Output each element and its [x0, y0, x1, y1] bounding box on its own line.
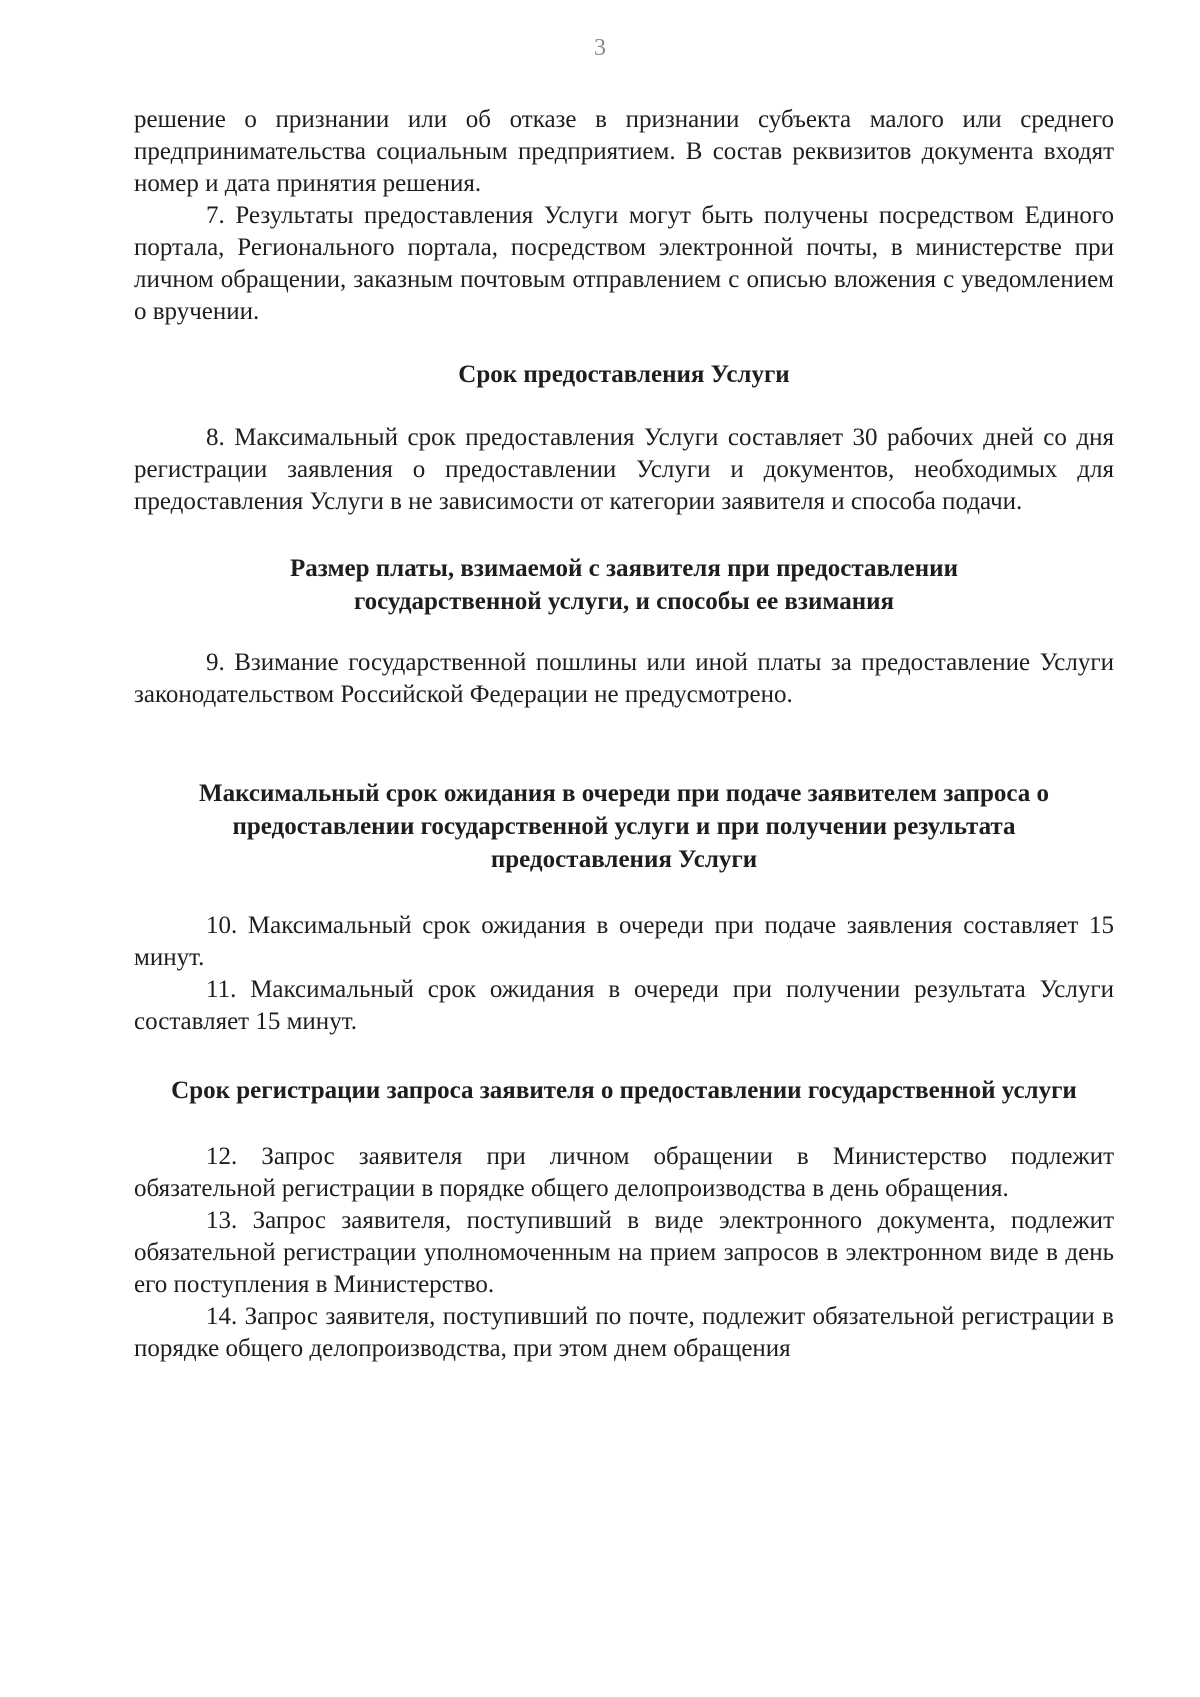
- page-number: 3: [594, 35, 606, 61]
- paragraph-11: 11. Максимальный срок ожидания в очереди при получении результата Услуги составляет 15 минут.: [134, 976, 1114, 1035]
- heading-queue-time: Максимальный срок ожидания в очереди при подаче заявителем запроса о предоставлении государственной услуги и при получении результата предоставления Услуги: [198, 780, 1049, 873]
- heading-fee: Размер платы, взимаемой с заявителя при предоставлении государственной услуги, и способы ее взимания: [290, 555, 958, 615]
- paragraph-14: 14. Запрос заявителя, поступивший по почте, подлежит обязательной регистрации в порядке общего делопроизводства, при этом днем обращения: [134, 1303, 1114, 1362]
- paragraph-10: 10. Максимальный срок ожидания в очереди при подаче заявления составляет 15 минут.: [134, 912, 1114, 971]
- paragraph-13: 13. Запрос заявителя, поступивший в виде электронного документа, подлежит обязательной регистрации уполномоченным на прием запросов в электронном виде в день его поступления в Министерство.: [134, 1207, 1114, 1298]
- paragraph-8: 8. Максимальный срок предоставления Услуги составляет 30 рабочих дней со дня регистрации заявления о предоставлении Услуги и документов, необходимых для предоставления Услуги в не зависимости от категории заявителя и способа подачи.: [134, 424, 1114, 515]
- document-body: [134, 104, 1114, 1365]
- heading-registration-term: Срок регистрации запроса заявителя о предоставлении государственной услуги: [171, 1077, 1077, 1104]
- paragraph-9: 9. Взимание государственной пошлины или иной платы за предоставление Услуги законодательством Российской Федерации не предусмотрено.: [134, 649, 1114, 708]
- paragraph-7: 7. Результаты предоставления Услуги могут быть получены посредством Единого портала, Регионального портала, посредством электронной почты, в министерстве при личном обращении, заказным почтовым отправлением с описью вложения с уведомлением о вручении.: [134, 202, 1114, 325]
- paragraph-12: 12. Запрос заявителя при личном обращении в Министерство подлежит обязательной регистрации в порядке общего делопроизводства в день обращения.: [134, 1143, 1114, 1202]
- paragraph-intro: решение о признании или об отказе в признании субъекта малого или среднего предпринимательства социальным предприятием. В состав реквизитов документа входят номер и дата принятия решения.: [134, 106, 1114, 197]
- heading-service-term: Срок предоставления Услуги: [458, 361, 790, 388]
